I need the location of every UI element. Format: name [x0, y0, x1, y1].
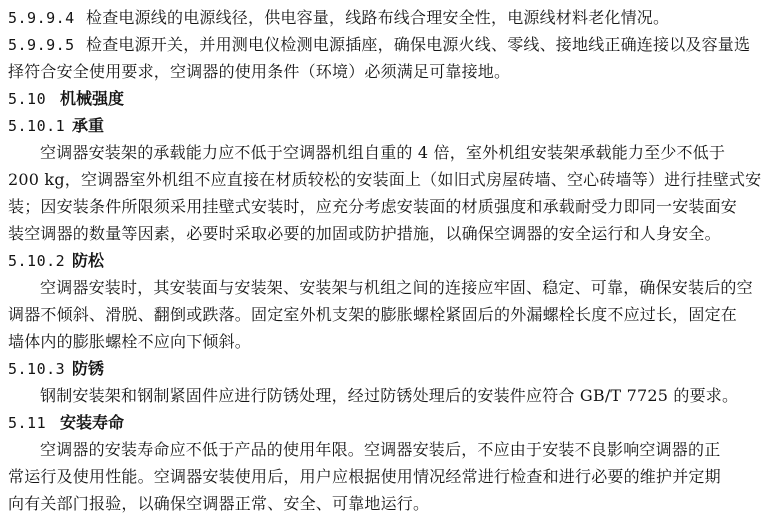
paragraph-line — [8, 167, 761, 193]
clause-text-continued — [8, 59, 752, 85]
section-number: 5.10 — [8, 90, 47, 108]
paragraph-text: 空调器安装架的承载能力应不低于空调器机组自重的 4 倍，室外机组安装架承载能力至少不低于 — [40, 143, 726, 162]
clause-number: 5.9.9.5 — [8, 36, 75, 54]
paragraph-line — [8, 302, 752, 328]
section-heading-5-11 — [8, 410, 752, 436]
section-number: 5.10.3 — [8, 360, 66, 378]
paragraph-text: 装空调器的数量等因素，必要时采取必要的加固或防护措施，以确保空调器的安全运行和人身安全。 — [8, 224, 721, 243]
section-title: 防松 — [72, 251, 105, 270]
section-heading-5-10 — [8, 86, 752, 112]
section-title: 防锈 — [72, 359, 105, 378]
paragraph-line — [40, 140, 752, 166]
paragraph-text: 钢制安装架和钢制紧固件应进行防锈处理，经过防锈处理后的安装件应符合 GB/T 7725 的要求。 — [40, 386, 739, 405]
section-number: 5.10.1 — [8, 117, 66, 135]
paragraph-text: 墙体内的膨胀螺栓不应向下倾斜。 — [8, 332, 252, 351]
paragraph-line — [8, 221, 752, 247]
section-number: 5.11 — [8, 414, 47, 432]
paragraph-line — [40, 383, 752, 409]
paragraph-line: 择符合安全使用要求，空调器的使用条件（环境）必须满足可靠接地。 — [8, 62, 511, 81]
clause-number: 5.9.9.4 — [8, 9, 75, 27]
clause-5-9-9-4 — [8, 5, 752, 31]
section-heading-5-10-1 — [8, 113, 752, 139]
paragraph-text: 常运行及使用性能。空调器安装使用后，用户应根据使用情况经常进行检查和进行必要的维护并定期 — [8, 467, 721, 486]
paragraph-line — [40, 437, 752, 463]
section-title: 安装寿命 — [60, 413, 125, 432]
paragraph-line — [40, 275, 752, 301]
clause-text: 检查电源线的电源线径，供电容量，线路布线合理安全性，电源线材料老化情况。 — [86, 8, 670, 27]
paragraph-text: 调器不倾斜、滑脱、翻倒或跌落。固定室外机支架的膨胀螺栓紧固后的外漏螺栓长度不应过长，固定在 — [8, 305, 738, 324]
clause-text: 检查电源开关，并用测电仪检测电源插座，确保电源火线、零线、接地线正确连接以及容量选 — [86, 35, 751, 54]
section-number: 5.10.2 — [8, 252, 66, 270]
section-heading-5-10-2 — [8, 248, 752, 274]
paragraph-line — [8, 194, 752, 220]
paragraph-line — [8, 329, 752, 355]
section-heading-5-10-3 — [8, 356, 752, 382]
paragraph-text: 向有关部门报验，以确保空调器正常、安全、可靠地运行。 — [8, 494, 430, 513]
section-title: 机械强度 — [60, 89, 125, 108]
paragraph-line — [8, 464, 752, 490]
paragraph-line-clipped — [8, 491, 752, 513]
section-title: 承重 — [72, 116, 105, 135]
paragraph-text: 空调器安装时，其安装面与安装架、安装架与机组之间的连接应牢固、稳定、可靠，确保安装后的空 — [40, 278, 753, 297]
clause-5-9-9-5 — [8, 32, 752, 58]
paragraph-text: 空调器的安装寿命应不低于产品的使用年限。空调器安装后，不应由于安装不良影响空调器的正 — [40, 440, 721, 459]
paragraph-text: 装；因安装条件所限须采用挂壁式安装时，应充分考虑安装面的材质强度和承载耐受力即同一安装面安 — [8, 197, 738, 216]
paragraph-text: 200 kg，空调器室外机组不应直接在材质较松的安装面上（如旧式房屋砖墙、空心砖墙等）进行挂壁式安 — [8, 170, 761, 189]
